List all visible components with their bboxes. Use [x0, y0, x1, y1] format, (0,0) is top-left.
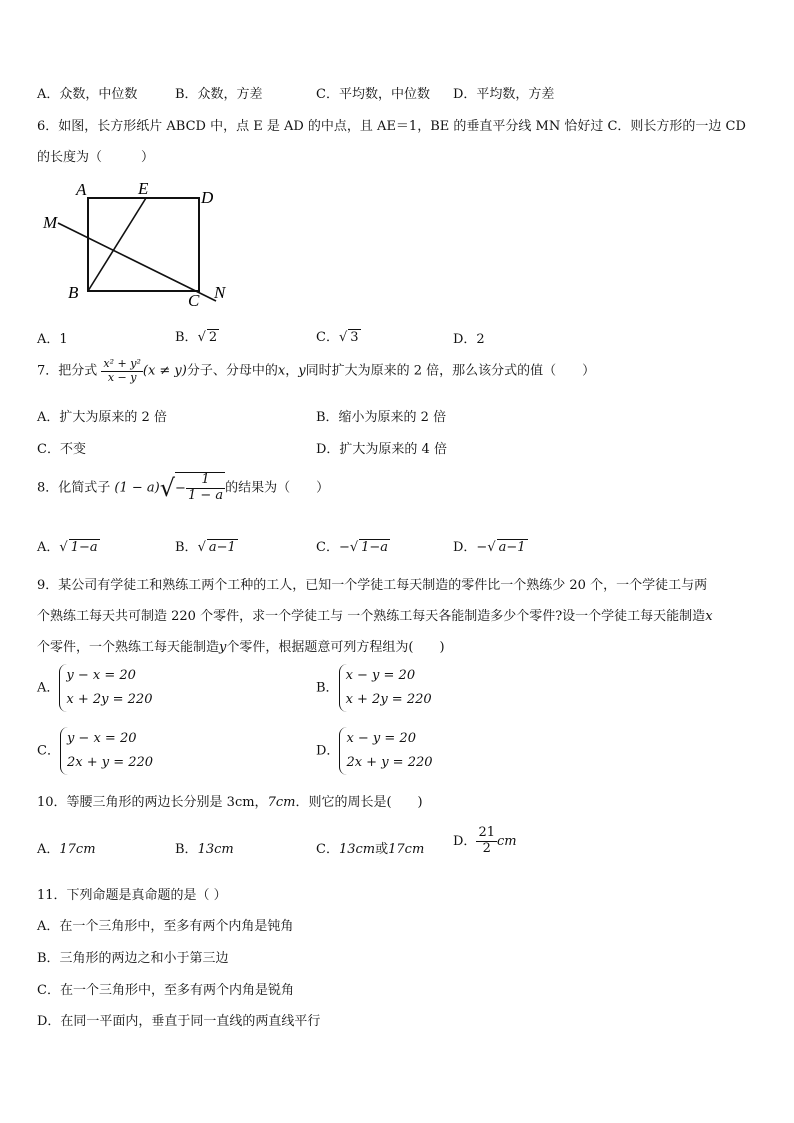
q8-numerator: 1 [186, 473, 225, 489]
equation: x + 2y = 220 [66, 692, 153, 707]
q8-option-a-label: A． [37, 540, 60, 555]
q8-option-a: A．√ 1−a [37, 540, 98, 555]
equation: y − x = 20 [66, 668, 136, 683]
q8-option-c-radicand: 1−a [361, 540, 389, 555]
q10-tail: ．则它的周长是( ) [295, 795, 423, 810]
q10-option-d-unit: cm [496, 833, 517, 849]
q9-option-a [37, 664, 152, 712]
q10-option-c [316, 838, 424, 857]
q9-line2-var: x [705, 609, 713, 624]
q10-seven-cm: 7cm [267, 795, 296, 810]
line-mn [58, 223, 216, 301]
q6-option-b: B．√ 2 [175, 330, 218, 345]
q6-option-c-label: C． [316, 330, 339, 345]
q6-option-d: D．2 [453, 332, 485, 347]
q8-factor: (1 − a) [114, 480, 160, 496]
q5-option-d: D．平均数，方差 [453, 87, 555, 102]
q10-option-a-label: A． [37, 842, 60, 857]
q9-option-b [316, 664, 432, 712]
q8-option-c-label: C．− [316, 540, 350, 555]
q8-option-b-radicand: a−1 [208, 540, 236, 555]
q10-option-a-value: 17cm [59, 842, 96, 857]
q6-option-b-label: B． [175, 330, 198, 345]
q8-neg: − [175, 480, 186, 496]
label-c: C [188, 291, 200, 306]
q5-option-c: C．平均数，中位数 [316, 87, 430, 102]
q8-option-d-label: D．− [453, 540, 488, 555]
q10-option-c-or: 或 [375, 842, 389, 857]
q10-option-b-value: 13cm [197, 842, 234, 857]
equation: x − y = 20 [345, 668, 416, 683]
q9-option-b-label: B． [316, 680, 339, 696]
q10-stem [37, 791, 423, 810]
q10-option-b [175, 838, 234, 857]
q6-option-c: C．√ 3 [316, 330, 359, 345]
segment-be [88, 198, 146, 291]
q9-stem-line1: 9．某公司有学徒工和熟练工两个工种的工人，已知一个学徒工每天制造的零件比一个熟练少 20 个，一个学徒工与两 [37, 578, 708, 593]
q7-tail: 同时扩大为原来的 2 倍，那么该分式的值（ ） [305, 363, 596, 379]
q11-option-b: B．三角形的两边之和小于第三边 [37, 951, 229, 966]
q8-radical-sign: √ [159, 473, 176, 502]
q7-var-y: y [298, 363, 306, 379]
q9-option-c-system [60, 727, 153, 775]
q10-option-d-denominator: 2 [482, 840, 491, 856]
q7-option-b: B．缩小为原来的 2 倍 [316, 410, 447, 425]
q10-option-d-label: D． [453, 833, 477, 849]
q9-line2-text: 个熟练工每天共可制造 220 个零件，求一个学徒工与 一个熟练工每天各能制造多少个零件?设一个学徒工每天能制造 [37, 609, 706, 624]
q9-option-a-system [59, 664, 152, 712]
q6-option-b-radicand: 2 [208, 330, 218, 345]
q8-option-d: D．−√ a−1 [453, 540, 526, 555]
q11-option-c: C．在一个三角形中，至多有两个内角是锐角 [37, 983, 294, 998]
q7-mid: 分子、分母中的 [186, 363, 278, 379]
q9-option-d-label: D． [316, 743, 340, 759]
equation: 2x + y = 220 [66, 755, 154, 770]
label-b: B [68, 283, 79, 302]
q8-option-b: B．√ a−1 [175, 540, 236, 555]
q10-prefix: 10．等腰三角形的两边长分别是 3cm， [37, 795, 268, 810]
q9-stem-line2 [37, 605, 713, 624]
label-m: M [43, 213, 58, 232]
q10-option-c-label: C． [316, 842, 339, 857]
q7-numerator: x² + y² [103, 357, 141, 370]
q10-option-a [37, 838, 96, 857]
q7-sep: ， [285, 363, 299, 379]
label-d: D [201, 188, 214, 207]
q7-denominator: x − y [107, 370, 137, 384]
q9-option-d-system [339, 727, 432, 775]
q8-option-b-label: B． [175, 540, 198, 555]
equation: x − y = 20 [346, 731, 416, 746]
q9-option-b-system [339, 664, 432, 712]
q7-option-c: C．不变 [37, 442, 86, 457]
q8-radicand [175, 472, 225, 504]
q11-stem: 11．下列命题是真命题的是（ ） [37, 888, 227, 903]
q6-stem-line1: 6．如图，长方形纸片 ABCD 中，点 E 是 AD 的中点，且 AE＝1，BE 的垂直平分线 MN 恰好过 C．则长方形的一边 CD [37, 119, 746, 134]
q9-line3-var: y [219, 640, 227, 655]
q10-option-d-fraction [476, 826, 497, 857]
q9-line3-part1: 个零件，一个熟练工每天能制造 [37, 640, 220, 655]
q11-option-a: A．在一个三角形中，至多有两个内角是钝角 [37, 919, 294, 934]
q8-option-a-radicand: 1−a [70, 540, 98, 555]
q9-option-c-label: C． [37, 743, 60, 759]
q8-option-c: C．−√ 1−a [316, 540, 389, 555]
q10-option-c-value2: 17cm [388, 842, 425, 857]
label-e: E [138, 179, 149, 198]
q6-option-a: A．1 [37, 332, 68, 347]
q5-option-a: A．众数，中位数 [37, 87, 138, 102]
q11-option-d: D．在同一平面内，垂直于同一直线的两直线平行 [37, 1014, 321, 1029]
equation: y − x = 20 [66, 731, 137, 746]
rectangle-abcd [88, 198, 199, 291]
equation: x + 2y = 220 [345, 692, 432, 707]
q9-stem-line3 [37, 636, 445, 655]
q8-denominator: 1 − a [187, 487, 224, 503]
q7-prefix: 7．把分式 [37, 363, 98, 379]
label-a: A [76, 180, 87, 199]
q7-option-d: D．扩大为原来的 4 倍 [316, 442, 447, 457]
q8-fraction [186, 473, 225, 504]
q8-tail: 的结果为（ ） [225, 480, 330, 496]
q7-condition: (x ≠ y) [142, 363, 187, 379]
q7-stem [37, 358, 595, 384]
q10-option-d [453, 826, 517, 857]
label-n: N [214, 283, 226, 302]
q8-stem [37, 472, 329, 504]
q9-option-c [37, 727, 153, 775]
q10-option-b-label: B． [175, 842, 198, 857]
q8-prefix: 8．化简式子 [37, 480, 111, 496]
equation: 2x + y = 220 [346, 755, 433, 770]
q9-option-a-label: A． [37, 680, 60, 696]
q10-option-c-value1: 13cm [338, 842, 376, 857]
q6-option-c-radicand: 3 [350, 330, 359, 345]
q7-fraction [101, 358, 142, 384]
q7-var-x: x [277, 363, 286, 379]
q8-option-d-radicand: a−1 [498, 540, 526, 555]
q6-rectangle-figure [38, 176, 238, 306]
q9-option-d [316, 727, 433, 775]
q6-stem-line2: 的长度为（ ） [37, 150, 155, 165]
q5-option-b: B．众数，方差 [175, 87, 263, 102]
q10-option-d-numerator: 21 [478, 825, 495, 840]
q9-line3-part2: 个零件，根据题意可列方程组为( ) [226, 640, 445, 655]
q7-option-a: A．扩大为原来的 2 倍 [37, 410, 167, 425]
